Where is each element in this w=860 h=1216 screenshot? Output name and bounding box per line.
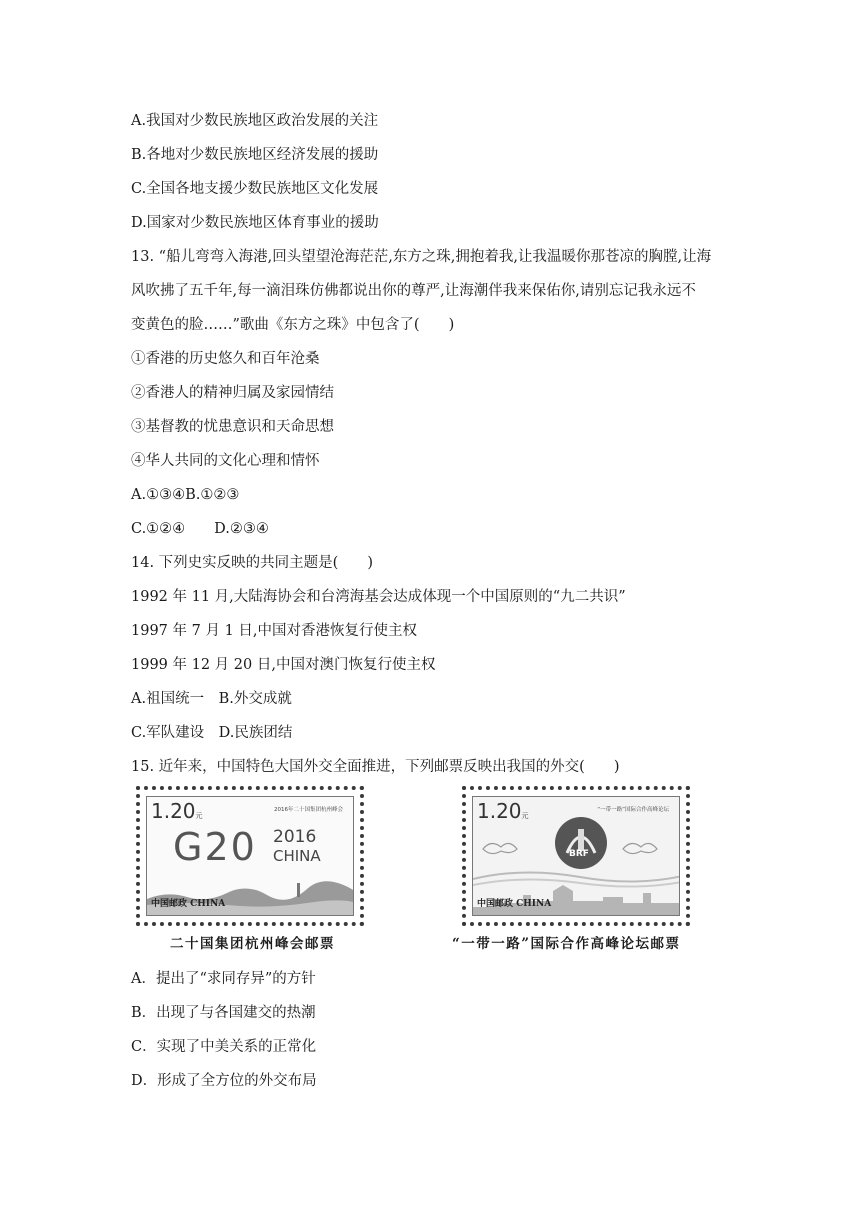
brf-stamp-face [472, 796, 680, 916]
brf-stamp-caption: “一带一路”国际合作高峰论坛邮票 [452, 936, 681, 952]
q12-option-b: B.各地对少数民族地区经济发展的援助 [131, 147, 379, 163]
q15-option-b: B．出现了与各国建交的热潮 [131, 1005, 316, 1021]
q12-option-a: A.我国对少数民族地区政治发展的关注 [131, 113, 379, 129]
q15-option-d: D．形成了全方位的外交布局 [131, 1073, 317, 1089]
g20-stamp-post-label: 中国邮政 CHINA [151, 899, 226, 909]
q13-item-4: ④华人共同的文化心理和情怀 [131, 453, 320, 469]
q15-stem: 15. 近年来，中国特色大国外交全面推进，下列邮票反映出我国的外交( ) [131, 759, 620, 775]
q14-options-ab: A.祖国统一 B.外交成就 [131, 691, 292, 707]
brf-stamp [462, 786, 690, 926]
g20-stamp-denomination: 1.20元 [151, 799, 203, 823]
q13-item-3: ③基督教的忧患意识和天命思想 [131, 419, 334, 435]
q12-option-c: C.全国各地支援少数民族地区文化发展 [131, 181, 379, 197]
q13-stem-line-2: 风吹拂了五千年,每一滴泪珠仿佛都说出你的尊严,让海潮伴我来保佑你,请别忘记我永远不 [131, 283, 696, 299]
q14-fact-1: 1992 年 11 月,大陆海协会和台湾海基会达成体现一个中国原则的“九二共识” [131, 589, 626, 605]
brf-logo-text: BRF [569, 849, 589, 859]
g20-stamp-caption: 二十国集团杭州峰会邮票 [170, 936, 335, 952]
q13-item-1: ①香港的历史悠久和百年沧桑 [131, 351, 320, 367]
q14-stem: 14. 下列史实反映的共同主题是( ) [131, 555, 373, 571]
g20-year: 2016 [273, 827, 317, 847]
g20-country: CHINA [273, 847, 321, 865]
brf-logo-icon [553, 815, 609, 871]
q15-option-a: A．提出了“求同存异”的方针 [131, 971, 316, 987]
q13-stem-line-3: 变黄色的脸……”歌曲《东方之珠》中包含了( ) [131, 317, 455, 333]
q14-fact-3: 1999 年 12 月 20 日,中国对澳门恢复行使主权 [131, 657, 436, 673]
q13-options-cd: C.①②④ D.②③④ [131, 521, 269, 537]
west-lake-landscape [147, 875, 354, 915]
q13-options-ab: A.①③④B.①②③ [131, 487, 240, 503]
q14-fact-2: 1997 年 7 月 1 日,中国对香港恢复行使主权 [131, 623, 418, 639]
g20-stamp-top-text: 2016年二十国集团杭州峰会 [274, 807, 343, 813]
q12-option-d: D.国家对少数民族地区体育事业的援助 [131, 215, 379, 231]
g20-stamp-face [146, 796, 354, 916]
brf-stamp-denomination: 1.20元 [477, 799, 529, 823]
g20-logo-text: G20 [173, 825, 257, 869]
brf-stamp-post-label: 中国邮政 CHINA [477, 899, 552, 909]
q14-options-cd: C.军队建设 D.民族团结 [131, 725, 293, 741]
q15-option-c: C．实现了中美关系的正常化 [131, 1039, 317, 1055]
g20-stamp [136, 786, 364, 926]
q13-stem-line-1: 13. “船儿弯弯入海港,回头望望沧海茫茫,东方之珠,拥抱着我,让我温暖你那苍凉的胸膛,让海 [131, 249, 712, 265]
brf-stamp-top-text: “一带一路”国际合作高峰论坛 [597, 807, 669, 813]
q13-item-2: ②香港人的精神归属及家园情结 [131, 385, 334, 401]
